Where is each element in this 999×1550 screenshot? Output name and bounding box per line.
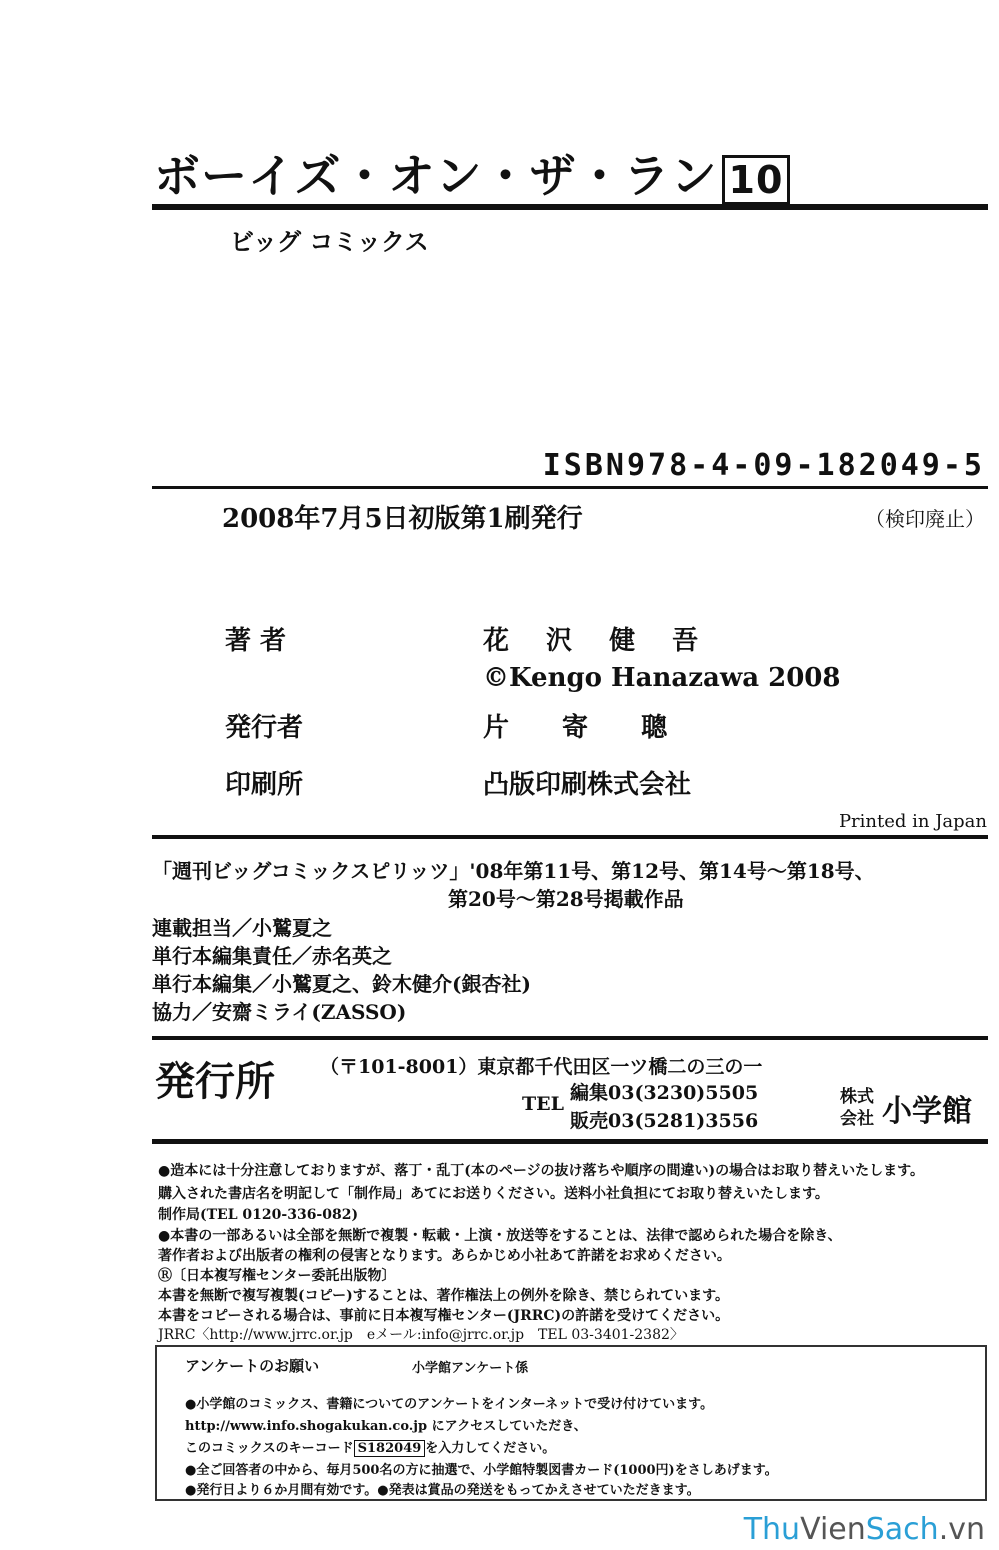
serial-line: 単行本編集責任／赤名英之 — [152, 944, 392, 968]
credit-value: 片 寄 聰 — [483, 713, 690, 743]
divider — [152, 1139, 988, 1144]
publication-date: 2008年7月5日初版第1刷発行 — [222, 504, 583, 534]
notice-line: 制作局(TEL 0120-336-082) — [158, 1207, 359, 1223]
notice-line: 本書をコピーされる場合は、事前に日本複写権センター(JRRC)の許諾を受けてください。 — [158, 1308, 730, 1324]
printed-in-japan: Printed in Japan — [838, 811, 987, 832]
survey-dept: 小学館アンケート係 — [412, 1361, 529, 1376]
isbn: ISBN978-4-09-182049-5 — [542, 448, 985, 483]
survey-line: ●小学館のコミックス、書籍についてのアンケートをインターネットで受け付けています。 — [185, 1397, 714, 1412]
survey-line: ●全ご回答者の中から、毎月500名の方に抽選で、小学館特製図書カード(1000円)をさしあげます。 — [185, 1463, 778, 1478]
survey-text: このコミックスのキーコード — [185, 1441, 354, 1456]
book-title — [154, 140, 790, 206]
divider — [152, 204, 988, 210]
key-code: S182049 — [354, 1440, 426, 1457]
credit-label: 発行者 — [225, 713, 304, 743]
company-name: 小学館 — [882, 1094, 972, 1129]
watermark-logo: ThuVienSach.vn — [743, 1512, 985, 1547]
notice-line: 購入された書店名を明記して「制作局」あてにお送りください。送料小社負担にてお取り替えいたします。 — [158, 1186, 829, 1202]
survey-heading: アンケートのお願い — [185, 1357, 320, 1375]
credit-label: 著 者 — [225, 626, 287, 656]
company-prefix: 株式 — [840, 1087, 874, 1107]
notice-line: ●造本には十分注意しておりますが、落丁・乱丁(本のページの抜け落ちや順序の間違い)の場合はお取り替えいたします。 — [158, 1163, 925, 1179]
notice-line: 本書を無断で複写複製(コピー)することは、著作権法上の例外を除き、禁じられています。 — [158, 1288, 730, 1304]
serial-line: 連載担当／小鷲夏之 — [152, 916, 332, 940]
notice-line: ●本書の一部あるいは全部を無断で複製・転載・上演・放送等をすることは、法律で認められた場合を除き、 — [158, 1228, 842, 1244]
volume-number: 10 — [722, 155, 791, 205]
notice-line: Ⓡ〔日本複写権センター委託出版物〕 — [158, 1268, 396, 1284]
notice-line: JRRC〈http://www.jrrc.or.jp eメール:info@jrrc.or.jp TEL 03-3401-2382〉 — [158, 1327, 684, 1343]
publisher-heading: 発行所 — [155, 1059, 275, 1105]
seal-note: （検印廃止） — [865, 507, 985, 531]
copyright: ©Kengo Hanazawa 2008 — [483, 663, 841, 693]
survey-text: を入力してください。 — [425, 1441, 556, 1456]
title-text: ボーイズ・オン・ザ・ラン — [154, 149, 718, 203]
serial-line: 単行本編集／小鷲夏之、鈴木健介(銀杏社) — [152, 972, 531, 996]
tel-label: TEL — [522, 1093, 564, 1115]
survey-line: ●発行日より６か月間有効です。●発表は賞品の発送をもってかえさせていただきます。 — [185, 1483, 700, 1498]
tel-edit: 編集03(3230)5505 — [570, 1082, 759, 1104]
publisher-address: （〒101-8001）東京都千代田区一ツ橋二の三の一 — [320, 1056, 763, 1078]
imprint-label: ビッグ コミックス — [230, 228, 429, 256]
survey-line — [185, 1437, 555, 1456]
company-prefix: 会社 — [840, 1109, 874, 1129]
survey-url[interactable]: http://www.info.shogakukan.co.jp にアクセスしていただき、 — [185, 1419, 587, 1434]
serial-line: 協力／安齋ミライ(ZASSO) — [152, 1000, 407, 1024]
divider — [152, 486, 988, 489]
credit-label: 印刷所 — [225, 770, 304, 800]
divider — [152, 1036, 988, 1040]
divider — [152, 835, 988, 839]
survey-box — [155, 1345, 987, 1501]
notice-line: 著作者および出版者の権利の侵害となります。あらかじめ小社あて許諾をお求めください。 — [158, 1248, 731, 1264]
credit-value: 凸版印刷株式会社 — [483, 770, 692, 800]
serial-line: 第20号～第28号掲載作品 — [448, 887, 684, 911]
tel-sales: 販売03(5281)3556 — [570, 1110, 759, 1132]
serial-line: 「週刊ビッグコミックスピリッツ」'08年第11号、第12号、第14号～第18号、 — [152, 859, 875, 883]
credit-value: 花 沢 健 吾 — [483, 626, 713, 656]
